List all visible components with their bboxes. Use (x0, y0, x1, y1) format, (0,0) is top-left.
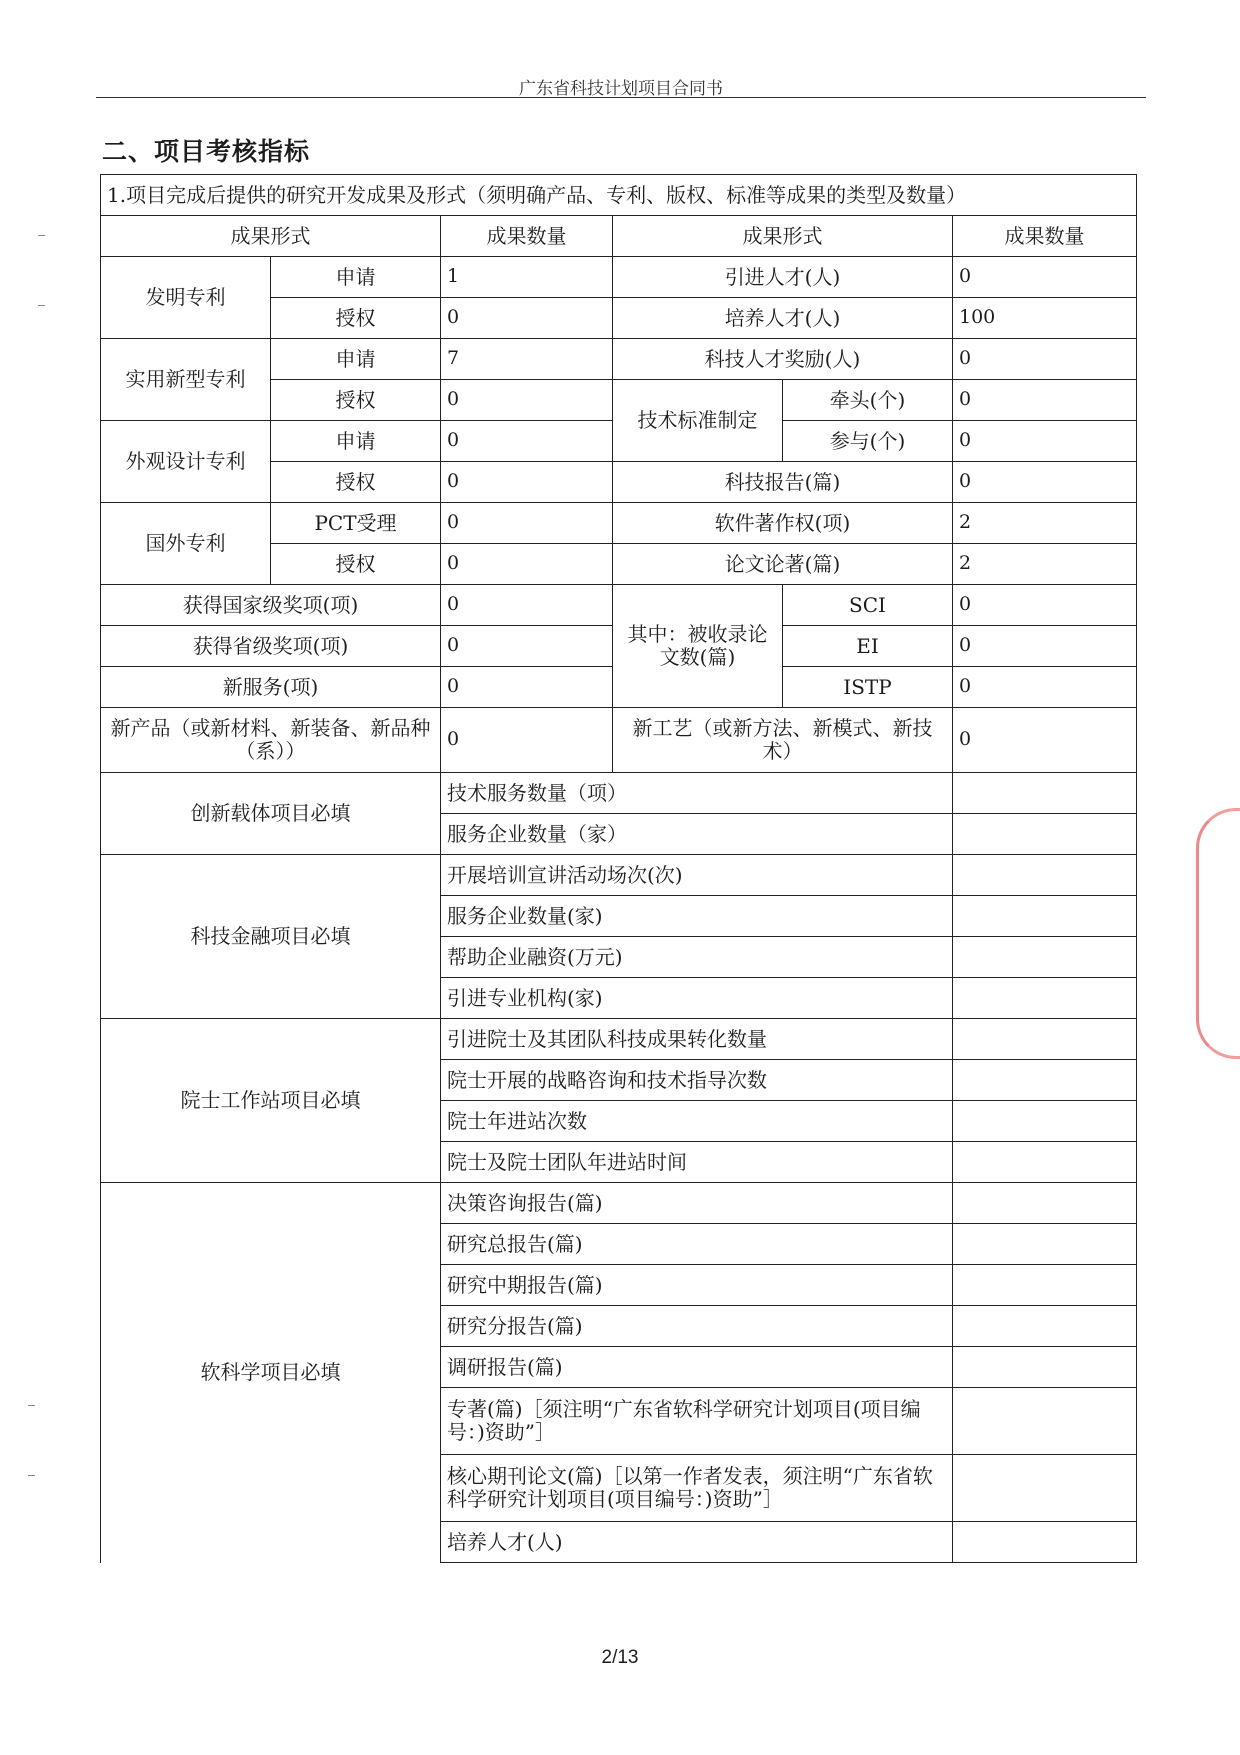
invention-grant-value: 0 (441, 298, 613, 339)
utility-grant-value: 0 (441, 380, 613, 421)
running-header: 广东省科技计划项目合同书 (519, 79, 723, 99)
softsci-item-value (953, 1388, 1137, 1455)
std-join-label: 参与(个) (783, 421, 953, 462)
academician-item-value (953, 1060, 1137, 1101)
finance-item-value (953, 937, 1137, 978)
softsci-group-label: 软科学项目必填 (101, 1183, 441, 1563)
foreign-patent-label: 国外专利 (101, 503, 271, 585)
academician-item-value (953, 1019, 1137, 1060)
softsci-item-value (953, 1347, 1137, 1388)
finance-item-value (953, 978, 1137, 1019)
national-award-value: 0 (441, 585, 613, 626)
finance-group-label: 科技金融项目必填 (101, 855, 441, 1019)
finance-item-value (953, 896, 1137, 937)
softsci-item: 研究总报告(篇) (441, 1224, 953, 1265)
finance-item: 引进专业机构(家) (441, 978, 953, 1019)
softsci-item: 研究分报告(篇) (441, 1306, 953, 1347)
standard-label: 技术标准制定 (613, 380, 783, 462)
new-product-value: 0 (441, 708, 613, 773)
std-lead-value: 0 (953, 380, 1137, 421)
talent-train-value: 100 (953, 298, 1137, 339)
softsci-item: 调研报告(篇) (441, 1347, 953, 1388)
national-award-label: 获得国家级奖项(项) (101, 585, 441, 626)
grant-label: 授权 (271, 298, 441, 339)
new-service-label: 新服务(项) (101, 667, 441, 708)
pct-label: PCT受理 (271, 503, 441, 544)
softsci-item-value (953, 1224, 1137, 1265)
innovation-item: 技术服务数量（项） (441, 773, 953, 814)
softsci-item-value (953, 1455, 1137, 1522)
design-apply-value: 0 (441, 421, 613, 462)
ei-value: 0 (953, 626, 1137, 667)
section-title: 二、项目考核指标 (102, 137, 311, 166)
grant-label: 授权 (271, 462, 441, 503)
istp-value: 0 (953, 667, 1137, 708)
indexed-papers-label: 其中：被收录论文数(篇) (613, 585, 783, 708)
innovation-item-value (953, 773, 1137, 814)
academician-item: 院士及院士团队年进站时间 (441, 1142, 953, 1183)
talent-award-value: 0 (953, 339, 1137, 380)
col-header-count-left: 成果数量 (441, 216, 613, 257)
papers-label: 论文论著(篇) (613, 544, 953, 585)
software-value: 2 (953, 503, 1137, 544)
talent-intro-value: 0 (953, 257, 1137, 298)
academician-item-value (953, 1101, 1137, 1142)
finance-item: 开展培训宣讲活动场次(次) (441, 855, 953, 896)
softsci-item-value (953, 1522, 1137, 1563)
softsci-item: 专著(篇)［须注明“广东省软科学研究计划项目(项目编号：)资助”］ (441, 1388, 953, 1455)
std-join-value: 0 (953, 421, 1137, 462)
softsci-item: 核心期刊论文(篇)［以第一作者发表，须注明“广东省软科学研究计划项目(项目编号：)资助”］ (441, 1455, 953, 1522)
softsci-item-value (953, 1183, 1137, 1224)
softsci-item: 培养人才(人) (441, 1522, 953, 1563)
assessment-table (100, 174, 1137, 1563)
academician-item: 引进院士及其团队科技成果转化数量 (441, 1019, 953, 1060)
apply-label: 申请 (271, 339, 441, 380)
page-number: 2/13 (601, 1647, 639, 1668)
report-label: 科技报告(篇) (613, 462, 953, 503)
academician-group-label: 院士工作站项目必填 (101, 1019, 441, 1183)
finance-item: 帮助企业融资(万元) (441, 937, 953, 978)
new-service-value: 0 (441, 667, 613, 708)
apply-label: 申请 (271, 257, 441, 298)
intro-row: 1.项目完成后提供的研究开发成果及形式（须明确产品、专利、版权、标准等成果的类型及数量） (101, 175, 1137, 216)
utility-patent-label: 实用新型专利 (101, 339, 271, 421)
finance-item-value (953, 855, 1137, 896)
col-header-form-left: 成果形式 (101, 216, 441, 257)
scan-margin-mark (28, 1405, 35, 1406)
talent-intro-label: 引进人才(人) (613, 257, 953, 298)
new-process-value: 0 (953, 708, 1137, 773)
talent-train-label: 培养人才(人) (613, 298, 953, 339)
talent-award-label: 科技人才奖励(人) (613, 339, 953, 380)
softsci-item: 研究中期报告(篇) (441, 1265, 953, 1306)
scan-margin-mark (28, 1475, 35, 1476)
softsci-item: 决策咨询报告(篇) (441, 1183, 953, 1224)
col-header-form-right: 成果形式 (613, 216, 953, 257)
grant-label: 授权 (271, 544, 441, 585)
sci-value: 0 (953, 585, 1137, 626)
new-product-label: 新产品（或新材料、新装备、新品种（系）） (101, 708, 441, 773)
new-process-label: 新工艺（或新方法、新模式、新技术） (613, 708, 953, 773)
report-value: 0 (953, 462, 1137, 503)
red-seal-stamp (1196, 808, 1240, 1059)
header-rule (96, 97, 1146, 98)
innovation-item-value (953, 814, 1137, 855)
software-label: 软件著作权(项) (613, 503, 953, 544)
invention-patent-label: 发明专利 (101, 257, 271, 339)
softsci-item-value (953, 1265, 1137, 1306)
provincial-award-value: 0 (441, 626, 613, 667)
foreign-pct-value: 0 (441, 503, 613, 544)
scan-margin-mark (38, 305, 45, 306)
grant-label: 授权 (271, 380, 441, 421)
papers-value: 2 (953, 544, 1137, 585)
std-lead-label: 牵头(个) (783, 380, 953, 421)
design-patent-label: 外观设计专利 (101, 421, 271, 503)
innovation-group-label: 创新载体项目必填 (101, 773, 441, 855)
design-grant-value: 0 (441, 462, 613, 503)
istp-label: ISTP (783, 667, 953, 708)
apply-label: 申请 (271, 421, 441, 462)
scan-margin-mark (38, 235, 45, 236)
utility-apply-value: 7 (441, 339, 613, 380)
finance-item: 服务企业数量(家) (441, 896, 953, 937)
invention-apply-value: 1 (441, 257, 613, 298)
academician-item: 院士开展的战略咨询和技术指导次数 (441, 1060, 953, 1101)
foreign-grant-value: 0 (441, 544, 613, 585)
academician-item-value (953, 1142, 1137, 1183)
col-header-count-right: 成果数量 (953, 216, 1137, 257)
softsci-item-value (953, 1306, 1137, 1347)
academician-item: 院士年进站次数 (441, 1101, 953, 1142)
sci-label: SCI (783, 585, 953, 626)
provincial-award-label: 获得省级奖项(项) (101, 626, 441, 667)
ei-label: EI (783, 626, 953, 667)
innovation-item: 服务企业数量（家） (441, 814, 953, 855)
